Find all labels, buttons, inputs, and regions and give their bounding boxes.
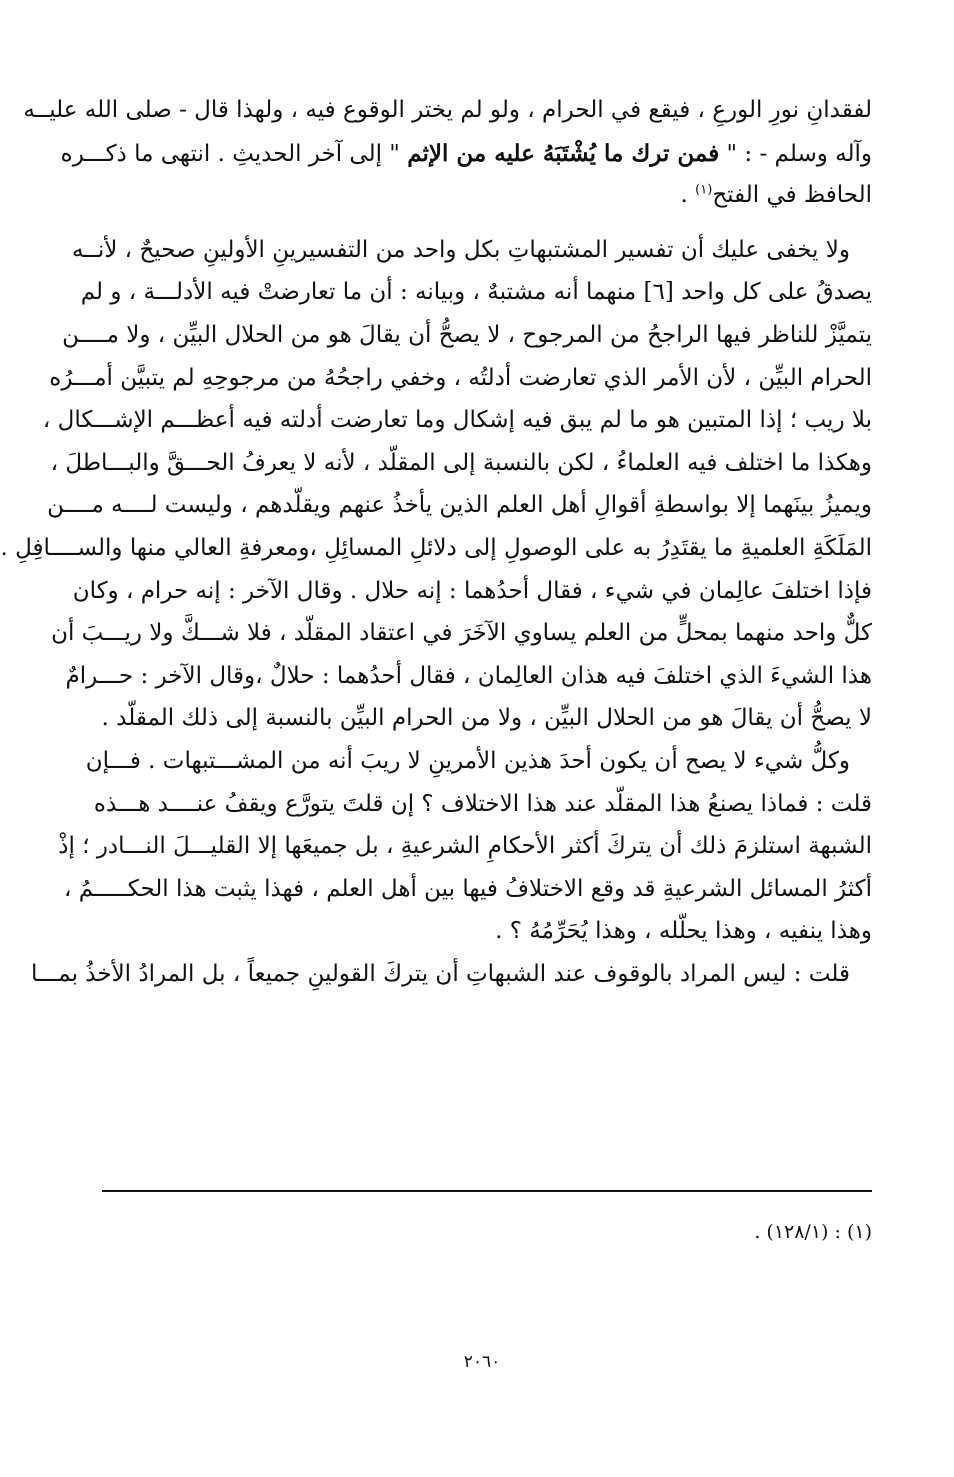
text-line: ولا يخفى عليك أن تفسير المشتبهاتِ بكل واحد من التفسيرينِ الأولينِ صحيحٌ ، لأنــه	[72, 236, 850, 263]
text-line: لا يصحُّ أن يقالَ هو من الحلال البيِّن ، ولا من الحرام البيِّن بالنسبة إلى ذلك المقلّد .	[101, 705, 872, 732]
body-text	[0, 92, 872, 998]
text-line: وآله وسلم - : " فمن ترك ما يُشْتَبَهُ عليه من الإثم " إلى آخر الحديثِ . انتهى ما ذكـــره	[60, 139, 872, 167]
text-line: هذا الشيءَ الذي اختلفَ فيه هذان العالِمان ، فقال أحدُهما : حلالٌ ،وقال الآخر : حـــرامٌ	[65, 662, 872, 689]
text-line: كلٌّ واحد منهما بمحلٍّ من العلم يساوي الآخَرَ في اعتقاد المقلّد ، فلا شـــكَّ ولا ريـــبَ أن	[51, 620, 872, 647]
text-line: وهكذا ما اختلف فيه العلماءُ ، لكن بالنسبة إلى المقلّد ، لأنه لا يعرفُ الحـــقَّ والبـــاطلَ ،	[50, 449, 872, 476]
text-line: الحرام البيِّن ، لأن الأمر الذي تعارضت أدلتُه ، وخفي راجحُهُ من مرجوحِهِ لم يتبيَّن أمـــرُه	[49, 364, 872, 391]
text-line: أكثرُ المسائل الشرعيةِ قد وقع الاختلافُ فيها بين أهل العلم ، فهذا يثبت هذا الحكـــــمُ ،	[64, 875, 872, 902]
footnote-separator	[102, 1190, 872, 1192]
text-line: قلت : ليس المراد بالوقوف عند الشبهاتِ أن يتركَ القولينِ جميعاً ، بل المرادُ الأخذُ بمـــا	[31, 960, 850, 987]
page-number: ٢٠٦٠	[463, 1352, 501, 1372]
text-line: فإذا اختلفَ عالِمان في شيء ، فقال أحدُهما : إنه حلال . وقال الآخر : إنه حرام ، وكان	[72, 577, 872, 604]
text-line: الشبهة استلزمَ ذلك أن يتركَ أكثر الأحكامِ الشرعيةِ ، بل جميعَها إلا القليـــلَ النـــادر ؛ إذْ	[58, 833, 872, 860]
text-line: وهذا ينفيه ، وهذا يحلّله ، وهذا يُحَرِّمُهُ ؟ .	[495, 918, 872, 945]
text-line: الحافظ في الفتح$^{(١)}$ .	[680, 182, 872, 209]
hadith-quote: فمن ترك ما يُشْتَبَهُ عليه من الإثم	[407, 139, 720, 167]
text-line: يتميَّزْ للناظر فيها الراجحُ من المرجوح ، لا يصحُّ أن يقالَ هو من الحلال البيِّن ، ولا مــــن	[62, 321, 872, 348]
text-line: المَلَكَةِ العلميةِ ما يقتَدِرُ به على الوصولِ إلى دلائلِ المسائِلِ ،ومعرفةِ العالي منها والســــافِلِ .	[0, 534, 872, 561]
text-line: لفقدانِ نورِ الورعِ ، فيقع في الحرام ، ولو لم يختر الوقوع فيه ، ولهذا قال - صلى الله عليــه	[23, 97, 872, 123]
text-line: يصدقُ على كل واحد [٦] منهما أنه مشتبهٌ ، وبيانه : أن ما تعارضتْ فيه الأدلـــة ، و لم	[80, 279, 872, 306]
text-line: وكلُّ شيء لا يصح أن يكون أحدَ هذين الأمرينِ لا ريبَ أنه من المشـــتبهات . فـــإن	[85, 747, 850, 774]
text-line: قلت : فماذا يصنعُ هذا المقلّد عند هذا الاختلاف ؟ إن قلتَ يتورَّع ويقفُ عنــــد هـــذه	[93, 790, 872, 817]
footnote-ref[interactable]: (١)	[695, 182, 713, 198]
text-line: بلا ريب ؛ إذا المتبين هو ما لم يبق فيه إشكال وما تعارضت أدلته فيه أعظـــم الإشـــكال ،	[42, 407, 872, 434]
text-line: ويميزُ بينَهما إلا بواسطةِ أقوالِ أهل العلم الذين يأخذُ عنهم ويقلّدهم ، وليست لــــه مــــن	[47, 492, 872, 519]
footnote: (١) : (١٢٨/١) .	[754, 1221, 872, 1243]
